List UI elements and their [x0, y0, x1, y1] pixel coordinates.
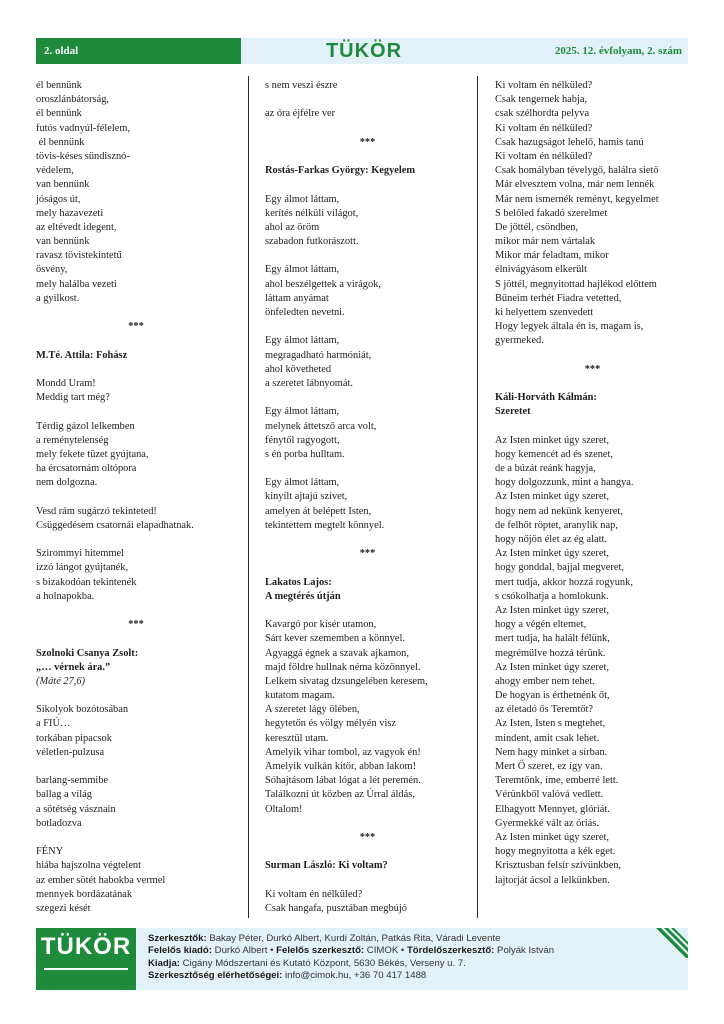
text-line: Egy álmot láttam, — [265, 406, 340, 418]
section-separator: *** — [584, 363, 601, 375]
text-line: Teremtőnk, íme, emberré lett. — [495, 775, 619, 787]
text-line: gyermeked. — [495, 335, 544, 347]
text-line: Szirommyi hitemmel — [36, 548, 125, 560]
text-line: Sikolyok bozótosában — [36, 704, 129, 716]
text-line: Az Isten minket úgy szeret, — [495, 491, 609, 503]
text-line: Mert Ő szeret, ez így van. — [495, 761, 603, 772]
text-line — [265, 817, 470, 831]
contact-line: Szerkesztőség elérhetőségei: info@cimok.hu, +36 70 417 1488 — [148, 970, 427, 982]
text-line: hiába hajszolna végtelent — [36, 860, 142, 872]
editors-line: Szerkesztők: Bakay Péter, Durkó Albert, Kurdi Zoltán, Patkás Rita, Váradi Levente — [148, 933, 501, 944]
text-line: Találkozni út közben az Úrral áldás, — [265, 789, 415, 801]
text-line: van bennünk — [36, 179, 90, 191]
text-line: Csüggedésem csatornái elapadhatnak. — [36, 519, 194, 531]
text-line: Az Isten, Isten s megtehet, — [495, 718, 606, 730]
text-column-left — [36, 79, 236, 916]
text-line: mely halálba vezeti — [36, 278, 117, 290]
section-separator: *** — [359, 136, 376, 148]
text-line: fénytől ragyogott, — [265, 434, 340, 446]
text-line: Gyermekké vált az óriás. — [495, 817, 599, 829]
text-line: Az Isten minket úgy szeret, — [495, 831, 609, 843]
poem-heading: Lakatos Lajos: — [265, 576, 332, 588]
text-line: élnivágyásom elkerült — [495, 264, 588, 276]
text-line — [265, 178, 470, 192]
text-line: futós vadnyúl-félelem, — [36, 122, 131, 134]
text-line: Hogy legyek általa én is, magam is, — [495, 321, 644, 333]
page-header — [36, 38, 688, 64]
text-line: Amelyik vulkán kitör, abban lakom! — [265, 761, 417, 772]
text-line: hogy nem ad nekünk kenyeret, — [495, 505, 623, 517]
text-line: Sárt kever szememben a könnyel. — [265, 633, 405, 645]
text-line: tekintettem megtelt könnyel. — [265, 519, 385, 531]
text-line: Egy álmot láttam, — [265, 193, 340, 205]
text-line: a reménytelenség — [36, 434, 109, 446]
text-line: ösvény, — [36, 264, 68, 276]
text-line: a szeretet lábnyomát. — [265, 377, 353, 389]
text-line: S belőled fakadó szerelmet — [495, 207, 608, 219]
text-line: Már elvesztem volna, már nem lennék — [495, 179, 655, 191]
text-line: hogy kemencét ad és szenet, — [495, 448, 614, 460]
text-line: ahol követheted — [265, 363, 332, 375]
text-line — [36, 760, 236, 774]
text-line: de felhőt röptet, aranylik nap, — [495, 519, 618, 531]
text-line: a holnapokba. — [36, 590, 95, 602]
text-line — [36, 604, 236, 618]
page-number: 2. oldal — [36, 38, 241, 64]
text-line: az eltévedt idegent, — [36, 221, 117, 233]
text-column-right — [495, 79, 690, 888]
footer-logo — [36, 928, 136, 990]
text-line: Ki voltam én nélküled? — [495, 122, 593, 134]
colophon-lines — [148, 933, 554, 983]
text-line: hogy a végén eltemet, — [495, 619, 587, 631]
magazine-title: TÜKÖR — [325, 40, 403, 62]
poem-heading: Káli-Horváth Kálmán: — [495, 392, 597, 404]
text-line — [265, 845, 470, 859]
text-line: ballag a világ — [36, 789, 92, 801]
text-line: tövis-késes sündisznó- — [36, 150, 130, 162]
text-line — [265, 249, 470, 263]
publisher-line: Felelős kiadó: Durkó Albert • Felelős szerkesztő: CIMOK • Tördelőszerkesztő: Polyák István — [148, 945, 555, 957]
text-line — [265, 150, 470, 164]
text-line: botladozva — [36, 817, 82, 829]
text-line: véletlen-pulzusa — [36, 746, 105, 758]
text-line: Az Isten minket úgy szeret, — [495, 434, 609, 446]
text-line: Egy álmot láttam, — [265, 335, 340, 347]
text-line: nem dolgozna. — [36, 477, 98, 489]
text-line: izzó lángot gyújtanék, — [36, 562, 129, 574]
text-line: Az Isten minket úgy szeret, — [495, 661, 609, 673]
text-line: kutatom magam. — [265, 690, 335, 702]
text-line: mely fekete tüzet gyújtana, — [36, 448, 149, 460]
text-line: láttam anyámat — [265, 292, 329, 304]
text-line: hogy gonddal, bajjal megveret, — [495, 562, 624, 574]
text-line: de a búzát reánk hagyja, — [495, 463, 596, 475]
text-line: védelem, — [36, 165, 74, 177]
text-line: csak szélhordta pelyva — [495, 108, 590, 120]
text-line: van bennünk — [36, 236, 90, 248]
text-line — [495, 420, 690, 434]
text-line: mikor már nem vártalak — [495, 236, 596, 248]
text-line — [265, 462, 470, 476]
text-line: lajtorját ácsol a lelkünkben. — [495, 874, 610, 886]
text-line: Krisztusban felsír szívünkben, — [495, 860, 622, 872]
text-line: Mikor már feladtam, mikor — [495, 250, 609, 262]
text-line: ahogy ember nem tehet. — [495, 675, 595, 687]
text-line: Vérünkből valóvá vedlett. — [495, 789, 604, 801]
text-line: hogy nőjön élet az ég alatt. — [495, 534, 607, 545]
text-line — [265, 533, 470, 547]
text-line: FÉNY — [36, 846, 64, 858]
poem-heading: Szolnoki Csanya Zsolt: — [36, 647, 139, 659]
text-line: Elhagyott Mennyet, glóriát. — [495, 803, 610, 815]
text-line: melynek áttetsző arca volt, — [265, 420, 377, 432]
text-line: Csak hazugságot lehelő, hamis tanú — [495, 136, 644, 148]
text-line: Meddig tart még? — [36, 392, 110, 404]
text-line: az életadó ős Teremtőt? — [495, 704, 594, 716]
text-line: mert tudja, ha halált félünk, — [495, 633, 610, 645]
text-line: az óra éjfélre ver — [265, 108, 336, 120]
text-line: Már nem ismernék reményt, kegyelmet — [495, 193, 659, 205]
text-line: S jöttél, megnyitottad hajlékod előttem — [495, 278, 657, 290]
text-line — [36, 689, 236, 703]
text-line: Egy álmot láttam, — [265, 477, 340, 489]
text-line: ravasz tövistekintetű — [36, 250, 122, 262]
text-line: Ki voltam én nélküled? — [495, 150, 593, 162]
section-separator: *** — [128, 321, 144, 333]
text-line: De jöttél, csöndben, — [495, 221, 579, 233]
text-line: a FIÚ… — [36, 718, 71, 730]
text-line: mennyek bordázatának — [36, 888, 133, 900]
poem-heading: Szeretet — [495, 406, 531, 418]
text-line — [36, 363, 236, 377]
section-separator: *** — [359, 548, 376, 560]
text-line: s bizakodóan tekintenék — [36, 576, 137, 588]
colophon — [36, 928, 688, 990]
text-line: Az Isten minket úgy szeret, — [495, 604, 609, 616]
text-line: él bennünk — [36, 108, 82, 120]
footer-stripes-decoration — [652, 928, 688, 958]
text-line: ahol beszélgettek a virágok, — [265, 278, 381, 290]
text-line: barlang-semmibe — [36, 775, 109, 787]
text-line: önfeledten nevetni. — [265, 307, 345, 318]
text-line: szabadon futkorászott. — [265, 236, 359, 248]
text-line: jóságos út, — [36, 193, 81, 205]
text-line — [36, 306, 236, 320]
text-line — [36, 334, 236, 348]
text-line: Nem hagy minket a sírban. — [495, 746, 608, 758]
poem-heading: M.Té. Attila: Fohász — [36, 349, 128, 361]
text-line: A szeretet lágy ölében, — [265, 704, 360, 716]
text-line — [265, 93, 470, 107]
text-line: megrémülve hozzá térünk. — [495, 647, 606, 659]
text-line — [36, 490, 236, 504]
text-line — [495, 377, 690, 391]
text-line: kerítés nélküli világot, — [265, 207, 359, 219]
text-line: s csókolhatja a homlokunk. — [495, 590, 609, 602]
text-line: ahol az öröm — [265, 221, 320, 233]
footer-logo-underline — [44, 968, 128, 970]
text-line: majd földre hullnak néma közönnyel. — [265, 661, 421, 673]
text-line: hegytetőn és völgy mélyén visz — [265, 718, 397, 730]
text-line: hogy megnyitotta a kék eget. — [495, 846, 616, 858]
text-line — [36, 533, 236, 547]
text-line — [265, 874, 470, 888]
text-line: Csak hangafa, pusztában megbújó — [265, 902, 407, 914]
poem-heading: „… vérnek ára.” — [36, 661, 111, 673]
text-line: amelyen át belépett Isten, — [265, 505, 372, 517]
column-divider — [248, 76, 249, 918]
issuer-line: Kiadja: Cigány Módszertani és Kutató Központ, 5630 Békés, Verseny u. 7. — [148, 957, 466, 969]
text-line: mert tudja, akkor hozzá rogyunk, — [495, 576, 633, 588]
text-line: Egy álmot láttam, — [265, 264, 340, 276]
text-column-middle — [265, 79, 470, 916]
text-line: Térdig gázol lelkemben — [36, 420, 135, 432]
text-line: s én porba hulltam. — [265, 448, 345, 460]
text-line — [495, 349, 690, 363]
text-line — [265, 122, 470, 136]
text-line: s nem veszi észre — [265, 80, 338, 91]
text-line: Mondd Uram! — [36, 377, 96, 389]
text-line: torkában pipacsok — [36, 732, 112, 744]
text-line: ha ércsatornám oltópora — [36, 463, 137, 475]
text-line: kinyílt ajtajú szívet, — [265, 491, 348, 503]
text-line: Oltalom! — [265, 803, 303, 815]
text-line: Csak homályban tévelygő, halálra siető — [495, 165, 659, 177]
text-line: hogy dolgozzunk, mint a hangya. — [495, 477, 634, 489]
text-line: megragadható harmóniát, — [265, 349, 372, 361]
text-line: keresztül utam. — [265, 732, 329, 744]
poem-heading: Surman László: Ki voltam? — [265, 860, 388, 872]
text-line: Lelkem sivatag dzsungelében keresem, — [265, 675, 428, 687]
text-line: ki helyettem szenvedett — [495, 307, 594, 318]
text-line — [36, 632, 236, 646]
text-line — [265, 561, 470, 575]
text-line: Csak tengernek habja, — [495, 94, 588, 106]
text-line — [36, 831, 236, 845]
text-line: Vesd rám sugárzó tekinteted! — [36, 505, 157, 517]
text-line: szegezi kését — [36, 902, 91, 914]
text-line: Sóhajtásom lábat lógat a lét peremén. — [265, 775, 421, 787]
text-line: Ki voltam én nélküled? — [495, 80, 593, 91]
text-line: mindent, amit csak lehet. — [495, 732, 600, 744]
text-line — [265, 391, 470, 405]
text-line: Kavargó por kísér utamon, — [265, 619, 377, 631]
section-separator: *** — [128, 619, 144, 631]
text-line — [265, 604, 470, 618]
footer-logo-text: TÜKÖR — [40, 933, 132, 960]
text-line: él bennünk — [36, 80, 82, 91]
text-line: Ki voltam én nélküled? — [265, 888, 363, 900]
text-line — [36, 405, 236, 419]
text-line: De hogyan is érthetnénk őt, — [495, 690, 610, 702]
text-line: a sötétség vásznain — [36, 803, 116, 815]
text-line: Az Isten minket úgy szeret, — [495, 548, 609, 560]
poem-citation: (Máté 27,6) — [36, 675, 86, 687]
text-line: Bűneim terhét Fiadra vetetted, — [495, 292, 622, 304]
text-line: mely hazavezeti — [36, 207, 104, 219]
text-line: oroszlánbátorság, — [36, 94, 109, 106]
poem-heading: A megtérés útján — [265, 590, 341, 602]
issue-info: 2025. 12. évfolyam, 2. szám — [554, 45, 682, 57]
text-line: él bennünk — [36, 136, 85, 148]
section-separator: *** — [359, 831, 376, 843]
text-line: Agyaggá égnek a szavak ajkamon, — [265, 647, 409, 659]
text-line — [265, 320, 470, 334]
poem-heading: Rostás-Farkas György: Kegyelem — [265, 165, 416, 177]
column-divider — [477, 76, 478, 918]
text-line: a gyilkost. — [36, 292, 80, 304]
text-line: az ember sötét habokba vermel — [36, 874, 166, 886]
text-line: Amelyik vihar tombol, az vagyok én! — [265, 746, 421, 758]
